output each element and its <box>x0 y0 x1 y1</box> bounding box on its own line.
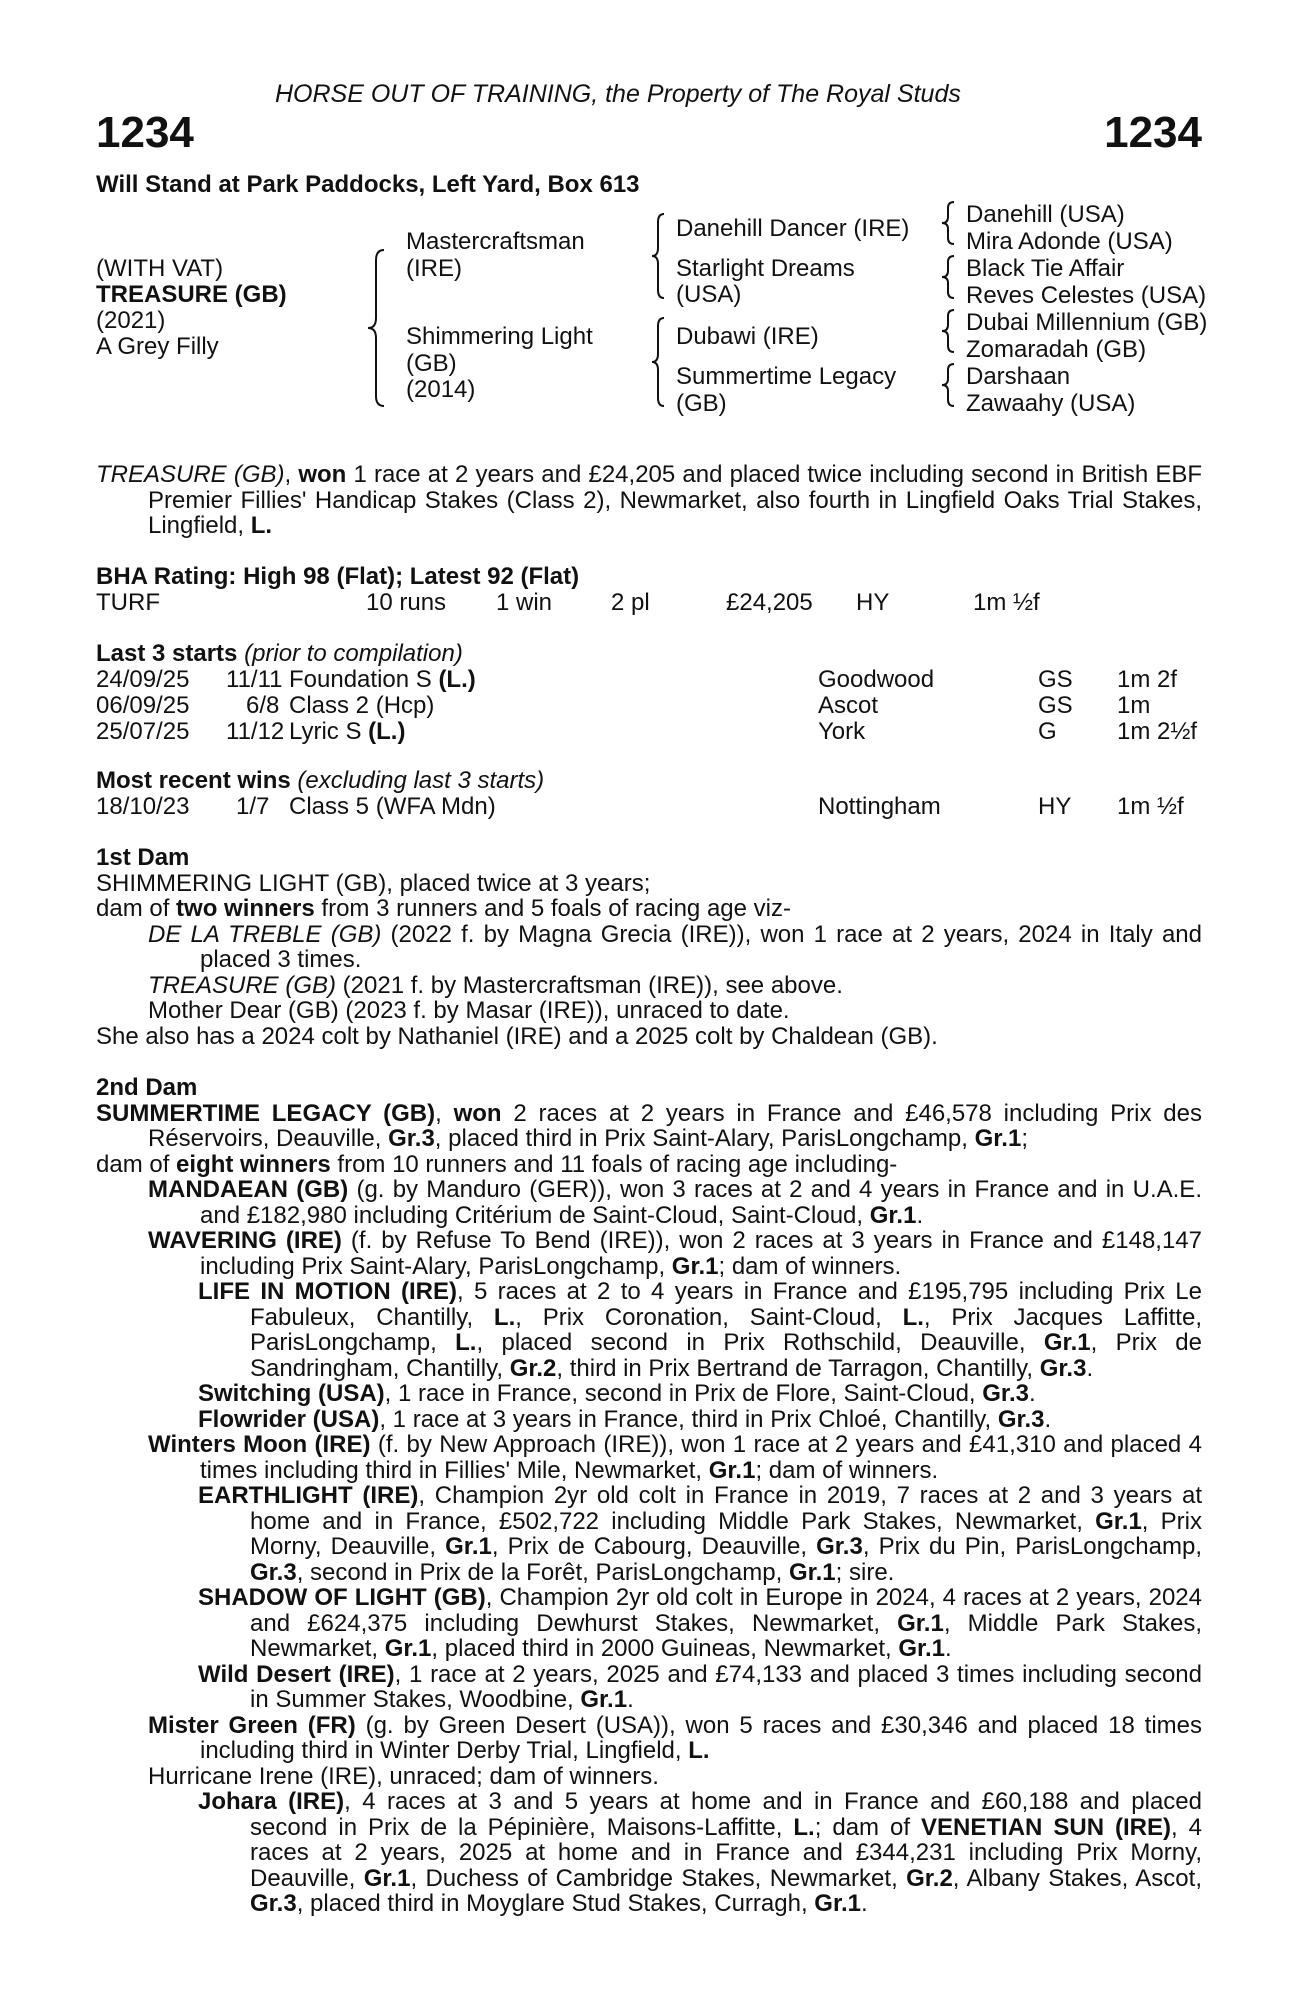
ancestor-1: Danehill (USA) <box>966 201 1125 228</box>
start-going: GS <box>1038 692 1073 719</box>
sire-country: (IRE) <box>406 255 462 282</box>
win-course: Nottingham <box>818 793 941 820</box>
dam-name: Shimmering Light <box>406 323 593 350</box>
last-starts-heading: Last 3 starts (prior to compilation) <box>96 640 463 667</box>
rating-placed: 2 pl <box>611 589 650 616</box>
sire-name: Mastercraftsman <box>406 228 585 255</box>
start-course: York <box>818 718 866 745</box>
win-position: 1/7 <box>236 793 270 820</box>
rating-runs: 10 runs <box>366 589 447 616</box>
win-race: Class 5 (WFA Mdn) <box>289 793 496 820</box>
start-date: 06/09/25 <box>96 692 190 719</box>
pedigree-bracket-1 <box>366 248 388 408</box>
rating-earnings: £24,205 <box>726 589 813 616</box>
start-position: 11/12 <box>226 718 285 745</box>
rating-wins: 1 win <box>496 589 553 616</box>
rating-distance: 1m ½f <box>973 589 1040 616</box>
dam-dam: Summertime Legacy <box>676 363 897 390</box>
lot-number-right: 1234 <box>1104 108 1202 157</box>
pedigree-bracket-7 <box>940 362 956 408</box>
sale-title: HORSE OUT OF TRAINING, the Property of The Royal Studs <box>275 80 961 108</box>
rating-going: HY <box>856 589 890 616</box>
first-dam-heading: 1st Dam <box>96 844 190 871</box>
win-date: 18/10/23 <box>96 793 190 820</box>
win-distance: 1m ½f <box>1117 793 1184 820</box>
sire-dam: Starlight Dreams <box>676 255 855 282</box>
first-dam-section: 1st Dam SHIMMERING LIGHT (GB), placed twice at 3 years; dam of two winners from 3 runners and 5 foals of racing age viz- DE LA TREBLE (GB) (2022 f. by Magna Grecia (IRE)), won 1 race at 2 years, 2024 in Italy and placed 3 times. TREASURE (GB) (2021 f. by Mastercraftsman (IRE)), see above. Mother Dear (GB) (2023 f. by Masar (IRE)), unraced to date. She also has a 2024 colt by Nathaniel (IRE) and a 2025 colt by Chaldean (GB). <box>96 844 1202 1050</box>
sire-sire: Danehill Dancer (IRE) <box>676 215 910 242</box>
start-course: Ascot <box>818 692 879 719</box>
stand-location: Will Stand at Park Paddocks, Left Yard, Box 613 <box>96 171 640 198</box>
horse-description: A Grey Filly <box>96 333 219 360</box>
start-date: 24/09/25 <box>96 666 190 693</box>
dam-country: (GB) <box>406 350 457 377</box>
start-distance: 1m 2f <box>1117 666 1178 693</box>
sire-dam-country: (USA) <box>676 281 742 308</box>
horse-year: (2021) <box>96 307 166 334</box>
win-going: HY <box>1038 793 1072 820</box>
horse-name: TREASURE (GB) <box>96 281 287 308</box>
start-going: G <box>1038 718 1057 745</box>
start-position: 11/11 <box>226 666 283 693</box>
bha-rating: BHA Rating: High 98 (Flat); Latest 92 (Flat) <box>96 563 580 590</box>
ancestor-5: Dubai Millennium (GB) <box>966 309 1208 336</box>
ancestor-4: Reves Celestes (USA) <box>966 282 1207 309</box>
pedigree-bracket-6 <box>940 308 956 354</box>
start-course: Goodwood <box>818 666 935 693</box>
second-dam-section: 2nd Dam SUMMERTIME LEGACY (GB), won 2 races at 2 years in France and £46,578 including Prix des Réservoirs, Deauville, Gr.3, placed third in Prix Saint-Alary, ParisLongchamp, Gr.1; dam of eight winners from 10 runners and 11 foals of racing age including- MANDAEAN (GB) (g. by Manduro (GER)), won 3 races at 2 and 4 years in France and in U.A.E. and £182,980 including Critérium de Saint-Cloud, Saint-Cloud, Gr.1. WAVERING (IRE) (f. by Refuse To Bend (IRE)), won 2 races at 3 years in France and £148,147 including Prix Saint-Alary, ParisLongchamp, Gr.1; dam of winners. LIFE IN MOTION (IRE), 5 races at 2 to 4 years in France and £195,795 including Prix Le Fabuleux, Chantilly, L., Prix Coronation, Saint-Cloud, L., Prix Jacques Laffitte, ParisLongchamp, L., placed second in Prix Rothschild, Deauville, Gr.1, Prix de Sandringham, Chantilly, Gr.2, third in Prix Bertrand de Tarragon, Chantilly, Gr.3. Switching (USA), 1 race in France, second in Prix de Flore, Saint-Cloud, Gr.3. Flowrider (USA), 1 race at 3 years in France, third in Prix Chloé, Chantilly, Gr.3. Winters Moon (IRE) (f. by New Approach (IRE)), won 1 race at 2 years and £41,310 and placed 4 times including third in Fillies' Mile, Newmarket, Gr.1; dam of winners. EARTHLIGHT (IRE), Champion 2yr old colt in France in 2019, 7 races at 2 and 3 years at home and in France, £502,722 including Middle Park Stakes, Newmarket, Gr.1, Prix Morny, Deauville, Gr.1, Prix de Cabourg, Deauville, Gr.3, Prix du Pin, ParisLongchamp, Gr.3, second in Prix de la Forêt, ParisLongchamp, Gr.1; sire. SHADOW OF LIGHT (GB), Champion 2yr old colt in Europe in 2024, 4 races at 2 years, 2024 and £624,375 including Dewhurst Stakes, Newmarket, Gr.1, Middle Park Stakes, Newmarket, Gr.1, placed third in 2000 Guineas, Newmarket, Gr.1. Wild Desert (IRE), 1 race at 2 years, 2025 and £74,133 and placed 3 times including second in Summer Stakes, Woodbine, Gr.1. Mister Green (FR) (g. by Green Desert (USA)), won 5 races and £30,346 and placed 18 times including third in Winter Derby Trial, Lingfield, L. Hurricane Irene (IRE), unraced; dam of winners. Johara (IRE), 4 races at 3 and 5 years at home and in France and £60,188 and placed second in Prix de la Pépinière, Maisons-Laffitte, L.; dam of VENETIAN SUN (IRE), 4 races at 2 years, 2025 at home and in France and £344,231 including Prix Morny, Deauville, Gr.1, Duchess of Cambridge Stakes, Newmarket, Gr.2, Albany Stakes, Ascot, Gr.3, placed third in Moyglare Stud Stakes, Curragh, Gr.1. <box>96 1074 1203 1917</box>
dam-sire: Dubawi (IRE) <box>676 323 819 350</box>
pedigree-bracket-2 <box>650 212 666 300</box>
pedigree-bracket-5 <box>940 254 956 300</box>
race-summary: TREASURE (GB), won 1 race at 2 years and £24,205 and placed twice including second in British EBF Premier Fillies' Handicap Stakes (Class 2), Newmarket, also fourth in Lingfield Oaks Trial Stakes, Lingfield, L. <box>96 461 1203 539</box>
dam-dam-country: (GB) <box>676 390 727 417</box>
start-going: GS <box>1038 666 1073 693</box>
ancestor-2: Mira Adonde (USA) <box>966 228 1173 255</box>
start-distance: 1m <box>1117 692 1151 719</box>
ancestor-3: Black Tie Affair <box>966 255 1125 282</box>
dam-year: (2014) <box>406 376 476 403</box>
pedigree-bracket-4 <box>940 200 956 246</box>
rating-surface: TURF <box>96 589 160 616</box>
start-distance: 1m 2½f <box>1117 718 1198 745</box>
lot-number-left: 1234 <box>96 108 194 157</box>
ancestor-8: Zawaahy (USA) <box>966 390 1136 417</box>
vat-note: (WITH VAT) <box>96 255 224 282</box>
start-position: 6/8 <box>246 692 280 719</box>
start-race: Lyric S (L.) <box>289 718 406 745</box>
ancestor-6: Zomaradah (GB) <box>966 336 1147 363</box>
ancestor-7: Darshaan <box>966 363 1071 390</box>
pedigree-bracket-3 <box>650 316 666 408</box>
start-date: 25/07/25 <box>96 718 190 745</box>
start-race: Class 2 (Hcp) <box>289 692 435 719</box>
recent-wins-heading: Most recent wins (excluding last 3 starts) <box>96 767 545 794</box>
second-dam-heading: 2nd Dam <box>96 1074 198 1101</box>
start-race: Foundation S (L.) <box>289 666 476 693</box>
